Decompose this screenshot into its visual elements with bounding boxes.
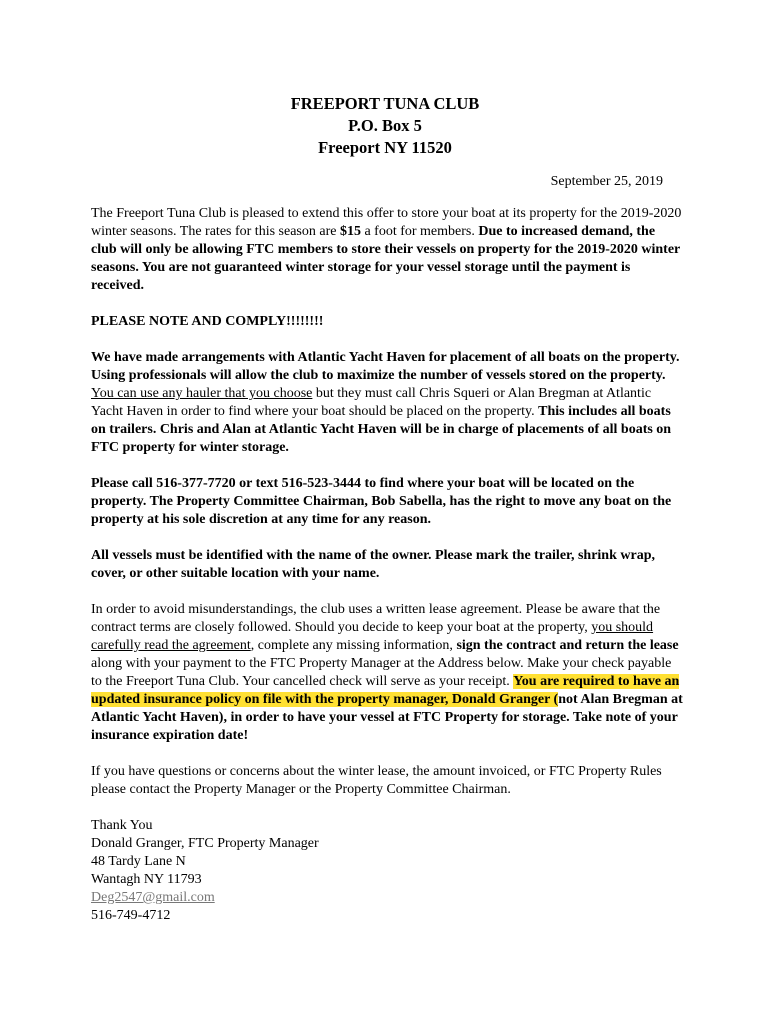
hauler-text: but they must call Chris Squeri or Alan Bregman at Atlantic Yacht Haven in order to find where your boat should be placed on the property.	[91, 386, 652, 419]
insurance-highlight: You are required to have an updated insurance policy on file with the property manager, Donald Granger (	[91, 674, 680, 707]
lease-text: In order to avoid misunderstandings, the club uses a written lease agreement. Please be aware that the contract terms are closely followed. Should you decide to keep your boat at the property,	[91, 602, 661, 635]
hauler-underlined: You can use any hauler that you choose	[91, 386, 313, 401]
arrangements-text: We have made arrangements with Atlantic Yacht Haven for placement of all boats on the property. Using professionals will allow the club to maximize the number of vessels stored on the property.	[91, 350, 680, 383]
club-name: FREEPORT TUNA CLUB	[290, 94, 480, 113]
payment-text: along with your payment to the FTC Property Manager at the Address below. Make your check payable to the Freeport Tuna Club. Your cancelled check will serve as your receipt.	[91, 656, 672, 689]
signer-city: Wantagh NY 11793	[91, 872, 202, 887]
sign-return-bold: sign the contract and return the lease	[456, 638, 679, 653]
club-city: Freeport NY 11520	[318, 138, 452, 157]
rates-text: The Freeport Tuna Club is pleased to extend this offer to store your boat at its property for the 2019-2020 winter seasons. The rates for this season are	[91, 206, 682, 239]
rate-amount: $15	[339, 224, 361, 239]
signature-block	[91, 817, 683, 925]
po-box: P.O. Box 5	[348, 116, 422, 135]
insurance-bold: not Alan Bregman at Atlantic Yacht Haven), in order to have your vessel at FTC Property for storage. Take note of your insurance expiration date!	[91, 692, 683, 743]
paragraph-lease	[91, 601, 683, 745]
email-line	[91, 889, 683, 907]
letter-body	[91, 205, 683, 925]
signer-name: Donald Granger, FTC Property Manager	[91, 836, 319, 851]
paragraph-call: Please call 516-377-7720 or text 516-523-3444 to find where your boat will be located on the property. The Property Committee Chairman, Bob Sabella, has the right to move any boat on the property at his sole discretion at any time for any reason.	[91, 476, 672, 527]
paragraph-questions: If you have questions or concerns about the winter lease, the amount invoiced, or FTC Property Rules please contact the Property Manager or the Property Committee Chairman.	[91, 764, 662, 797]
lease-text-cont: , complete any missing information,	[250, 638, 457, 653]
rates-text-cont: a foot for members.	[360, 224, 479, 239]
paragraph-rates	[91, 205, 683, 295]
paragraph-identify: All vessels must be identified with the name of the owner. Please mark the trailer, shrink wrap, cover, or other suitable location with your name.	[91, 548, 655, 581]
note-comply: PLEASE NOTE AND COMPLY!!!!!!!!	[91, 314, 324, 329]
letterhead	[0, 93, 770, 159]
signer-phone: 516-749-4712	[91, 908, 171, 923]
letter-date: September 25, 2019	[550, 174, 663, 189]
trailers-notice: This includes all boats on trailers. Chris and Alan at Atlantic Yacht Haven will be in charge of placements of all boats on FTC property for winter storage.	[91, 404, 672, 455]
demand-notice: Due to increased demand, the club will only be allowing FTC members to store their vessels on property for the 2019-2020 winter seasons. You are not guaranteed winter storage for your vessel storage until the payment is received.	[91, 224, 680, 293]
read-agreement-underlined: you should carefully read the agreement	[91, 620, 654, 653]
signer-street: 48 Tardy Lane N	[91, 854, 186, 869]
paragraph-arrangements	[91, 349, 683, 457]
closing: Thank You	[91, 818, 153, 833]
email-link[interactable]: Deg2547@gmail.com	[91, 890, 215, 905]
